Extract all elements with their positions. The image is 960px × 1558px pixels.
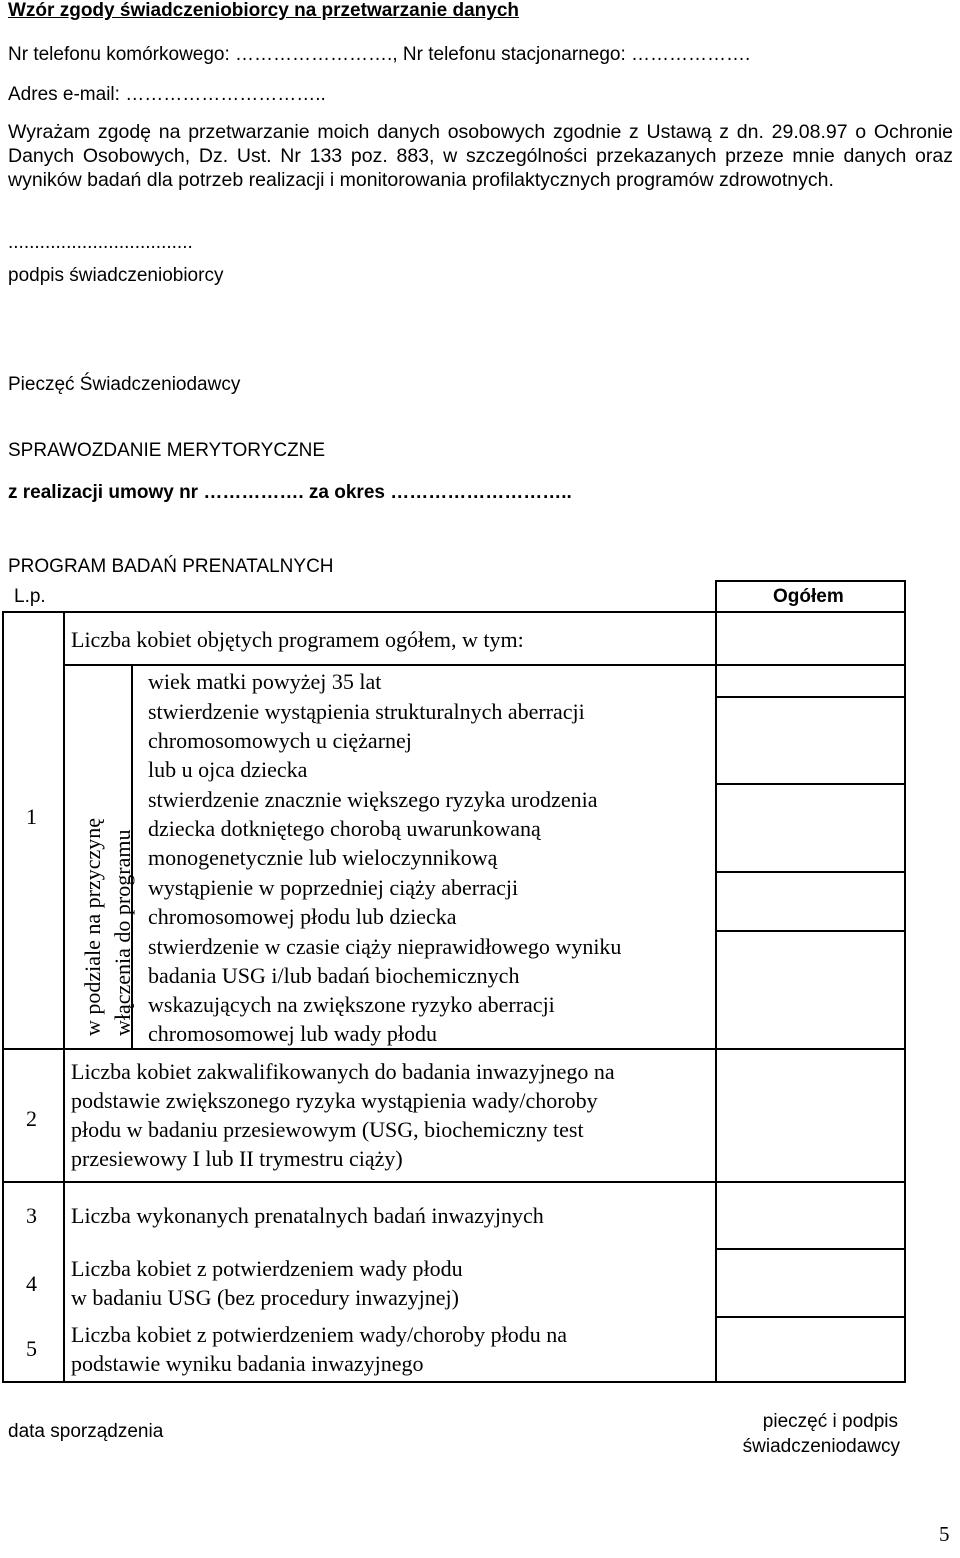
row1-number: 1	[26, 804, 37, 829]
row1-group-label: w podziale na przyczynę włączenia do programu	[80, 817, 135, 1036]
consent-paragraph: Wyrażam zgodę na przetwarzanie moich danych osobowych zgodnie z Ustawą z dn. 29.08.97 o Ochronie Danych Osobowych, Dz. Ust. Nr 133 poz. 883, w szczególności przekazanych przeze mnie danych oraz wyników badań dla potrzeb realizacji i monitorowania profilaktycznych programów zdrowotnych.	[8, 121, 953, 191]
email-line: Adres e-mail: …………………………..	[8, 84, 326, 105]
date-label: data sporządzenia	[8, 1421, 164, 1442]
row4-number: 4	[26, 1271, 37, 1296]
row1-sub-usg: stwierdzenie w czasie ciąży nieprawidłowego wyniku badania USG i/lub badań biochemicznych wskazujących na zwiększone ryzyko aberracji chromosomowej lub wady płodu	[148, 934, 622, 1046]
program-title: PROGRAM BADAŃ PRENATALNYCH	[8, 556, 334, 577]
report-title: SPRAWOZDANIE MERYTORYCZNE	[8, 440, 326, 461]
col-lp-header: L.p.	[14, 586, 46, 607]
row5-label: Liczba kobiet z potwierdzeniem wady/choroby płodu na podstawie wyniku badania inwazyjnego	[71, 1322, 568, 1376]
signature-dots: ...................................	[8, 232, 193, 253]
row1-sub-age: wiek matki powyżej 35 lat	[148, 669, 382, 694]
col-total-header: Ogółem	[773, 586, 844, 607]
row2-number: 2	[26, 1106, 37, 1131]
stamp-label: Pieczęć Świadczeniodawcy	[8, 374, 241, 395]
row3-label: Liczba wykonanych prenatalnych badań inwazyjnych	[71, 1203, 544, 1228]
row1-sub-structural: stwierdzenie wystąpienia strukturalnych aberracji chromosomowych u ciężarnej lub u ojca dziecka	[148, 699, 585, 782]
row1-sub-risk: stwierdzenie znacznie większego ryzyka urodzenia dziecka dotkniętego chorobą uwarunkowaną monogenetycznie lub wieloczynnikową	[148, 787, 598, 870]
consent-title: Wzór zgody świadczeniobiorcy na przetwarzanie danych	[8, 0, 519, 21]
page-number: 5	[939, 1522, 950, 1546]
row5-number: 5	[26, 1336, 37, 1361]
signature-label: podpis świadczeniobiorcy	[8, 265, 224, 286]
phone-line: Nr telefonu komórkowego: ……………………., Nr telefonu stacjonarnego: ……………….	[8, 44, 751, 65]
row3-number: 3	[26, 1203, 37, 1228]
row1-sub-previous: wystąpienie w poprzedniej ciąży aberracji chromosomowej płodu lub dziecka	[148, 875, 519, 929]
report-subtitle: z realizacji umowy nr ……………. za okres ………………………..	[8, 482, 572, 503]
row4-label: Liczba kobiet z potwierdzeniem wady płodu w badaniu USG (bez procedury inwazyjnej)	[71, 1256, 463, 1310]
row2-label: Liczba kobiet zakwalifikowanych do badania inwazyjnego na podstawie zwiększonego ryzyka wystąpienia wady/choroby płodu w badaniu przesiewowym (USG, biochemiczny test przesiewowy I lub II trymestru ciąży)	[71, 1059, 615, 1171]
stamp-signature-label: pieczęć i podpis świadczeniodawcy	[742, 1411, 900, 1457]
row1-label: Liczba kobiet objętych programem ogółem, w tym:	[71, 627, 524, 652]
